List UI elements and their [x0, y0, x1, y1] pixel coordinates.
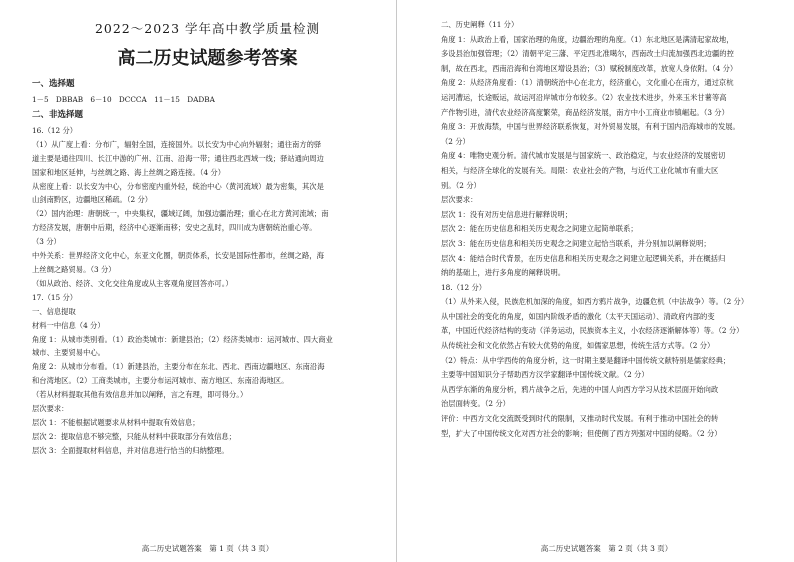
text-line: 纳的基础上，进行多角度的阐释说明。 — [441, 268, 566, 278]
text-line: 二、历史阐释（11 分） — [441, 20, 519, 29]
text-line: 山剑南黔区，边疆地区稀疏。（2 分） — [32, 195, 153, 205]
text-line: （3 分） — [32, 237, 61, 247]
text-line: 中外关系：世界经济文化中心，东亚文化圈，朝贡体系，长安是国际性都市，丝绸之路，海 — [32, 251, 324, 261]
text-line: 从传统社会和文化依然占有较大优势的角度，如儒家思想，传统生活方式等。（2 分） — [441, 341, 715, 351]
choice-answers: 1－5 DBBAB 6－10 DCCCA 11－15 DADBA — [32, 95, 215, 104]
section-heading-nonchoice: 二、非选择题 — [32, 109, 84, 120]
text-line: 多设县治加强管理；（2）清朝平定三藩、平定西北准噶尔，西南改土归流加强西北边疆的控 — [441, 49, 734, 59]
text-line: 16.（12 分） — [32, 125, 78, 135]
page-2-body — [441, 18, 772, 441]
text-line: 产作物引进，清代农业经济高度繁荣，商品经济发展，南方中小工商业市镇崛起。（3 分） — [441, 107, 729, 117]
text-line: 国家和地区延伸，与丝绸之路、海上丝绸之路连接。（4 分） — [32, 167, 226, 177]
text-line: 层次要求： — [441, 195, 478, 205]
text-line: （2 分） — [441, 136, 470, 146]
page-1-body — [32, 124, 383, 458]
text-line: 方经济发展，唐朝中后期，经济中心逐渐南移；安史之乱时，四川成为唐朝统治重心等。 — [32, 223, 317, 233]
text-line: 层次 4：能结合时代背景，在历史信息和相关历史观念之间建立起逻辑关系，并在概括归 — [441, 253, 726, 263]
text-line: 角度 1：从政治上看，国家治理的角度，边疆治理的角度。（1）东北地区是满清起家故地， — [441, 34, 734, 44]
text-line: 制，故在西北，西南沿海和台湾地区增设县治；（3）赋税制度改革，放宽人身依附。（4 分） — [441, 63, 738, 73]
text-line: 运河漕运，长途贩运，故运河沿岸城市分布较多。（2）农业技术进步，外来玉米甘薯等高 — [441, 92, 727, 102]
text-line: 道主要是通往四川、长江中游的广州、江南、沿海一带；通往西北西域一线；驿站通向周边 — [32, 153, 324, 163]
text-line: 层次 2：能在历史信息和相关历史观念之间建立起简单联系； — [441, 224, 638, 234]
text-line: 角度 4：唯物史观分析。清代城市发展是与国家统一、政治稳定，与农业经济的发展密切 — [441, 151, 726, 161]
text-line: 角度 2：从城市分布看。（1）新建县治，主要分布在东北、西北、西南边疆地区、东南沿海 — [32, 362, 325, 372]
answer-page-2 — [397, 0, 794, 562]
text-line: 18.（12 分） — [441, 282, 487, 292]
text-line: 角度 2：从经济角度看：（1）清朝统治中心在北方，经济重心，文化重心在南方，通过京杭 — [441, 78, 734, 88]
text-line: 相关，与经济全球化的发展有关。局限：农业社会的产物，与近代工业化城市有重大区 — [441, 165, 719, 175]
text-line: 层次要求： — [32, 404, 69, 414]
text-line: 17.（15 分） — [32, 292, 78, 302]
text-line: 层次 1：没有对历史信息进行解释说明； — [441, 209, 573, 219]
text-line: 层次 3：全面提取材料信息，并对信息进行恰当的归纳整理。 — [32, 445, 229, 455]
text-line: 治层面转变。（2 分） — [441, 399, 510, 409]
exam-title: 2022～2023 学年高中教学质量检测 — [94, 21, 321, 36]
text-line: 层次 2：提取信息不够完整，只能从材料中获取部分有效信息； — [32, 431, 236, 441]
text-line: 层次 1：不能根据试题要求从材料中提取有效信息； — [32, 417, 200, 427]
text-line: 城市、主要贸易中心。 — [32, 348, 105, 358]
text-line: 从密度上看：以长安为中心，分布密度内重外轻，统治中心（黄河流域）最为密集，其次是 — [32, 181, 324, 191]
text-line: 一、信息提取 — [32, 306, 76, 316]
text-line: 上丝绸之路贸易。（3 分） — [32, 264, 116, 274]
text-line: 从中国社会的变化的角度，如国内阶级矛盾的激化（太平天国运动）、清政府内部的变 — [441, 311, 715, 321]
section-heading-choice: 一、选择题 — [32, 79, 75, 89]
text-line: 从西学东渐的角度分析，鸦片战争之后，先进的中国人向西方学习从技术层面开始向政 — [441, 384, 719, 394]
page-footer: 高二历史试题答案 第 2 页（共 3 页） — [540, 544, 673, 553]
text-line: 角度 3：开放海禁，中国与世界经济联系恢复，对外贸易发展，有利于国内沿海城市的发展。 — [441, 122, 740, 132]
text-line: 别。（2 分） — [441, 180, 481, 190]
text-line: 材料一中信息（4 分） — [32, 320, 105, 330]
text-line: 角度 1：从城市类别看。（1）政治类城市：新建县治；（2）经济类城市：运河城市、四大商业 — [32, 334, 333, 344]
doc-title: 高二历史试题参考答案 — [117, 48, 298, 69]
text-line: 和台湾地区。（2）工商类城市，主要分布运河城市、南方地区、东南沿海地区。 — [32, 376, 289, 386]
text-line: （1）从外来入侵，民族危机加深的角度，如西方鸦片战争，边疆危机（中法战争）等。（2 分） — [441, 297, 749, 307]
text-line: （2）特点：从中学西传的角度分析，这一时期主要是翻译中国传统文献特别是儒家经典； — [441, 355, 731, 365]
text-line: （1）从广度上看：分布广，辐射全国，连接国外。以长安为中心向外辐射；通往南方的驿 — [32, 139, 322, 149]
text-line: （2）国内治理：唐朝统一，中央集权，疆域辽阔，加强边疆治理；重心在北方黄河流域；南 — [32, 209, 329, 219]
text-line: 革，中国近代经济结构的变动（洋务运动，民族资本主义，小农经济逐渐解体等）等。（2 分） — [441, 326, 744, 336]
text-line: 型，扩大了中国传统文化对西方社会的影响；但使侧了西方列强对中国的侵略。（2 分） — [441, 428, 722, 438]
text-line: 评价：中西方文化交流既受到时代的限制，又推动时代发展。有利于推动中国社会的转 — [441, 414, 719, 424]
text-line: 主要等中国知识分子帮助西方汉学家翻译中国传统文献。（2 分） — [441, 370, 649, 380]
page-footer: 高二历史试题答案 第 1 页（共 3 页） — [141, 544, 274, 553]
text-line: （如从政治、经济、文化交往角度或从主客观角度回答亦可。） — [32, 278, 233, 288]
text-line: （若从材料提取其他有效信息并加以阐释，言之有理，即可得分。） — [32, 390, 248, 400]
text-line: 层次 3：能在历史信息和相关历史观念之间建立起恰当联系，并分别加以阐释说明； — [441, 238, 711, 248]
